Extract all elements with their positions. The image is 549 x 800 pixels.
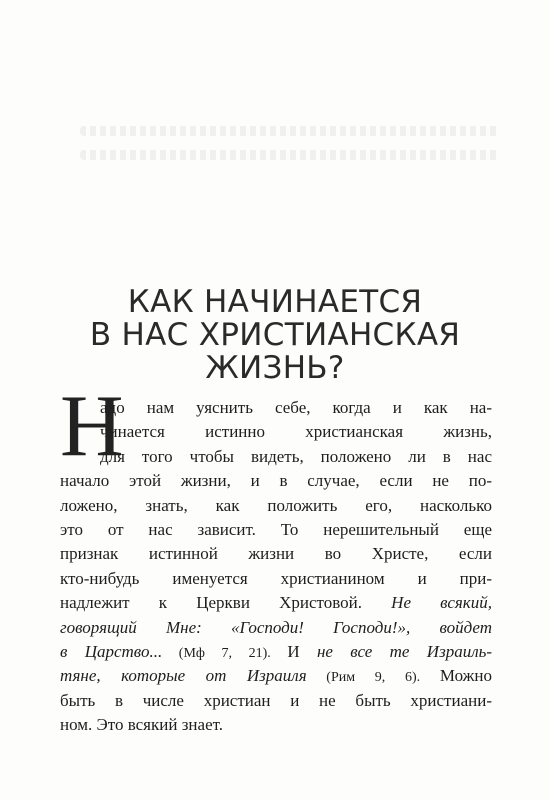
text-line: для того чтобы видеть, положено ли в нас bbox=[100, 446, 492, 466]
text-run: надлежит к Церкви Христовой. bbox=[60, 593, 392, 613]
chapter-title-line: В НАС ХРИСТИАНСКАЯ bbox=[89, 317, 461, 353]
show-through-text bbox=[80, 150, 500, 160]
chapter-title-line: КАК НАЧИНАЕТСЯ bbox=[127, 284, 423, 320]
text-line bbox=[60, 616, 492, 640]
scripture-reference: (Рим 9, 6). bbox=[306, 670, 440, 686]
scripture-quote: не все те Израиль- bbox=[316, 641, 493, 661]
text-line: ном. Это всякий знает. bbox=[60, 715, 224, 735]
text-line: начало этой жизни, и в случае, если не по- bbox=[60, 471, 492, 491]
text-line: быть в числе христиан и не быть христиани- bbox=[60, 690, 492, 710]
scripture-reference: (Мф 7, 21). bbox=[162, 645, 288, 661]
scripture-quote: Не всякий, bbox=[391, 593, 492, 613]
text-line: это от нас зависит. То нерешительный еще bbox=[60, 519, 492, 539]
text-line: кто-нибудь именуется христианином и при- bbox=[60, 568, 492, 588]
text-line bbox=[60, 591, 492, 615]
body-paragraph bbox=[60, 396, 492, 737]
show-through-text bbox=[80, 126, 500, 136]
chapter-title bbox=[60, 286, 490, 385]
text-line: адо нам уяснить себе, когда и как на- bbox=[100, 398, 492, 417]
drop-cap: Н bbox=[60, 378, 124, 475]
text-run: Можно bbox=[439, 666, 492, 686]
scripture-quote: в Царство... bbox=[60, 641, 163, 661]
chapter-title-line: ЖИЗНЬ? bbox=[205, 350, 345, 386]
scripture-quote: говорящий Мне: «Господи! Господи!», войдет bbox=[60, 617, 492, 637]
text-line: чинается истинно христианская жизнь, bbox=[100, 422, 492, 442]
text-run: И bbox=[287, 641, 317, 661]
text-line bbox=[60, 640, 492, 664]
text-line bbox=[60, 664, 492, 688]
text-line: признак истинной жизни во Христе, если bbox=[60, 544, 492, 564]
scripture-quote: тяне, которые от Израиля bbox=[60, 666, 307, 686]
text-line: ложено, знать, как положить его, насколько bbox=[60, 495, 492, 515]
